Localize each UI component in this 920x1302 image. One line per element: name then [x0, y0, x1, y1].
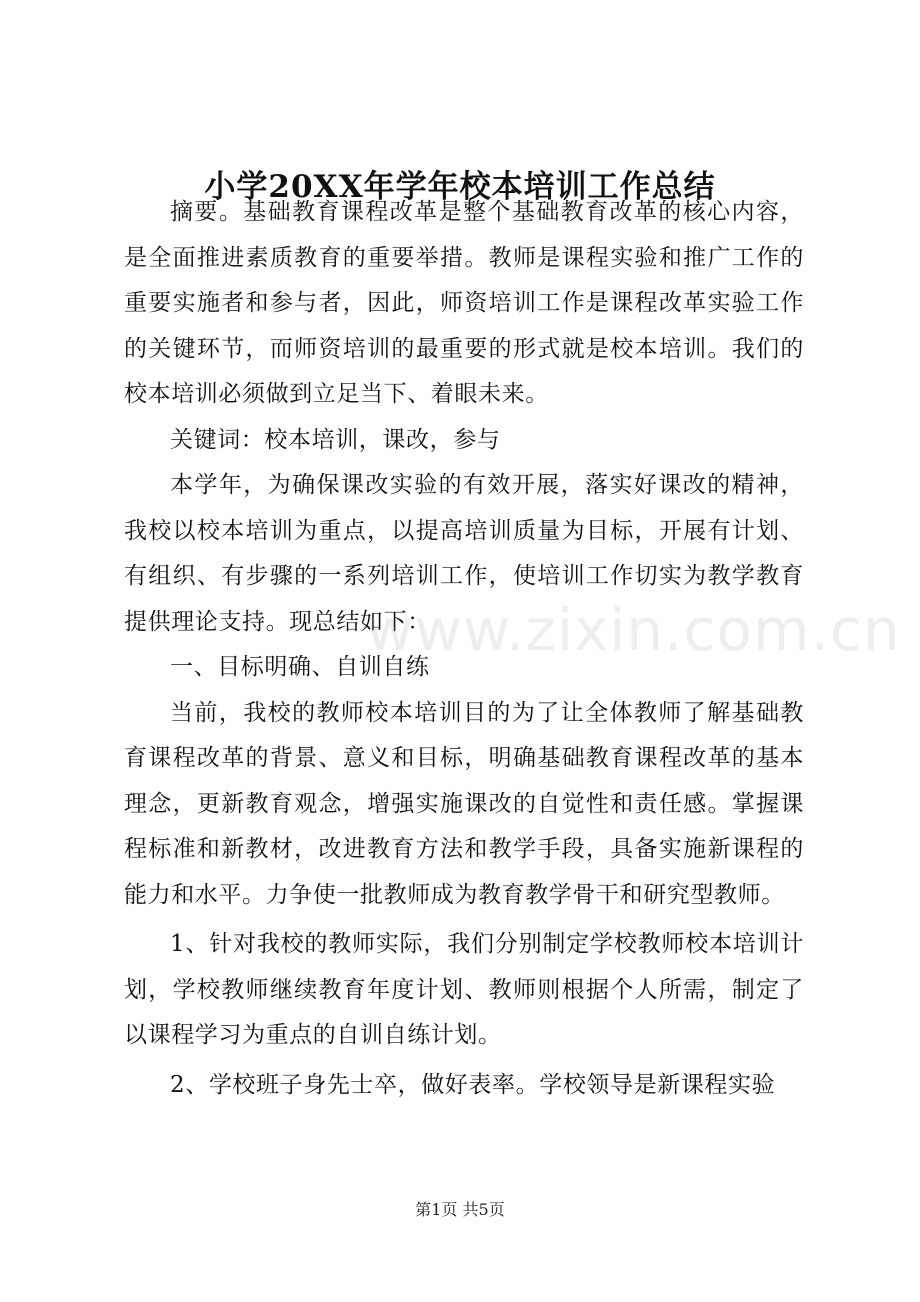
page-footer: 第1页 共5页 [415, 1200, 505, 1219]
intro-paragraph: 本学年，为确保课改实验的有效开展，落实好课改的精神，我校以校本培训为重点，以提高培训质量为目标，开展有计划、有组织、有步骤的一系列培训工作，使培训工作切实为教学教育提供理论支持。现总结如下： [124, 472, 804, 635]
document-title: 小学20XX年学年校本培训工作总结 [204, 169, 716, 205]
section-1-paragraph: 当前，我校的教师校本培训目的为了让全体教师了解基础教育课程改革的背景、意义和目标，明确基础教育课程改革的基本理念，更新教育观念，增强实施课改的自觉性和责任感。掌握课程标准和新教材，改进教育方法和教学手段，具备实施新课程的能力和水平。力争使一批教师成为教育教学骨干和研究型教师。 [124, 699, 804, 908]
watermark-text: www.zixin.com.cn [366, 596, 901, 664]
section-heading-1: 一、目标明确、自训自练 [170, 654, 430, 680]
keywords-paragraph: 关键词：校本培训，课改，参与 [170, 426, 501, 453]
list-item-1: 1、针对我校的教师实际，我们分别制定学校教师校本培训计划，学校教师继续教育年度计划、教师则根据个人所需，制定了以课程学习为重点的自训自练计划。 [124, 931, 804, 1048]
abstract-paragraph: 摘要。基础教育课程改革是整个基础教育改革的核心内容，是全面推进素质教育的重要举措。教师是课程实验和推广工作的重要实施者和参与者，因此，师资培训工作是课程改革实验工作的关键环节，而师资培训的最重要的形式就是校本培训。我们的校本培训必须做到立足当下、着眼未来。 [124, 199, 804, 407]
document-body [124, 190, 804, 1108]
list-item-2: 2、学校班子身先士卒，做好表率。学校领导是新课程实验 [170, 1071, 776, 1098]
